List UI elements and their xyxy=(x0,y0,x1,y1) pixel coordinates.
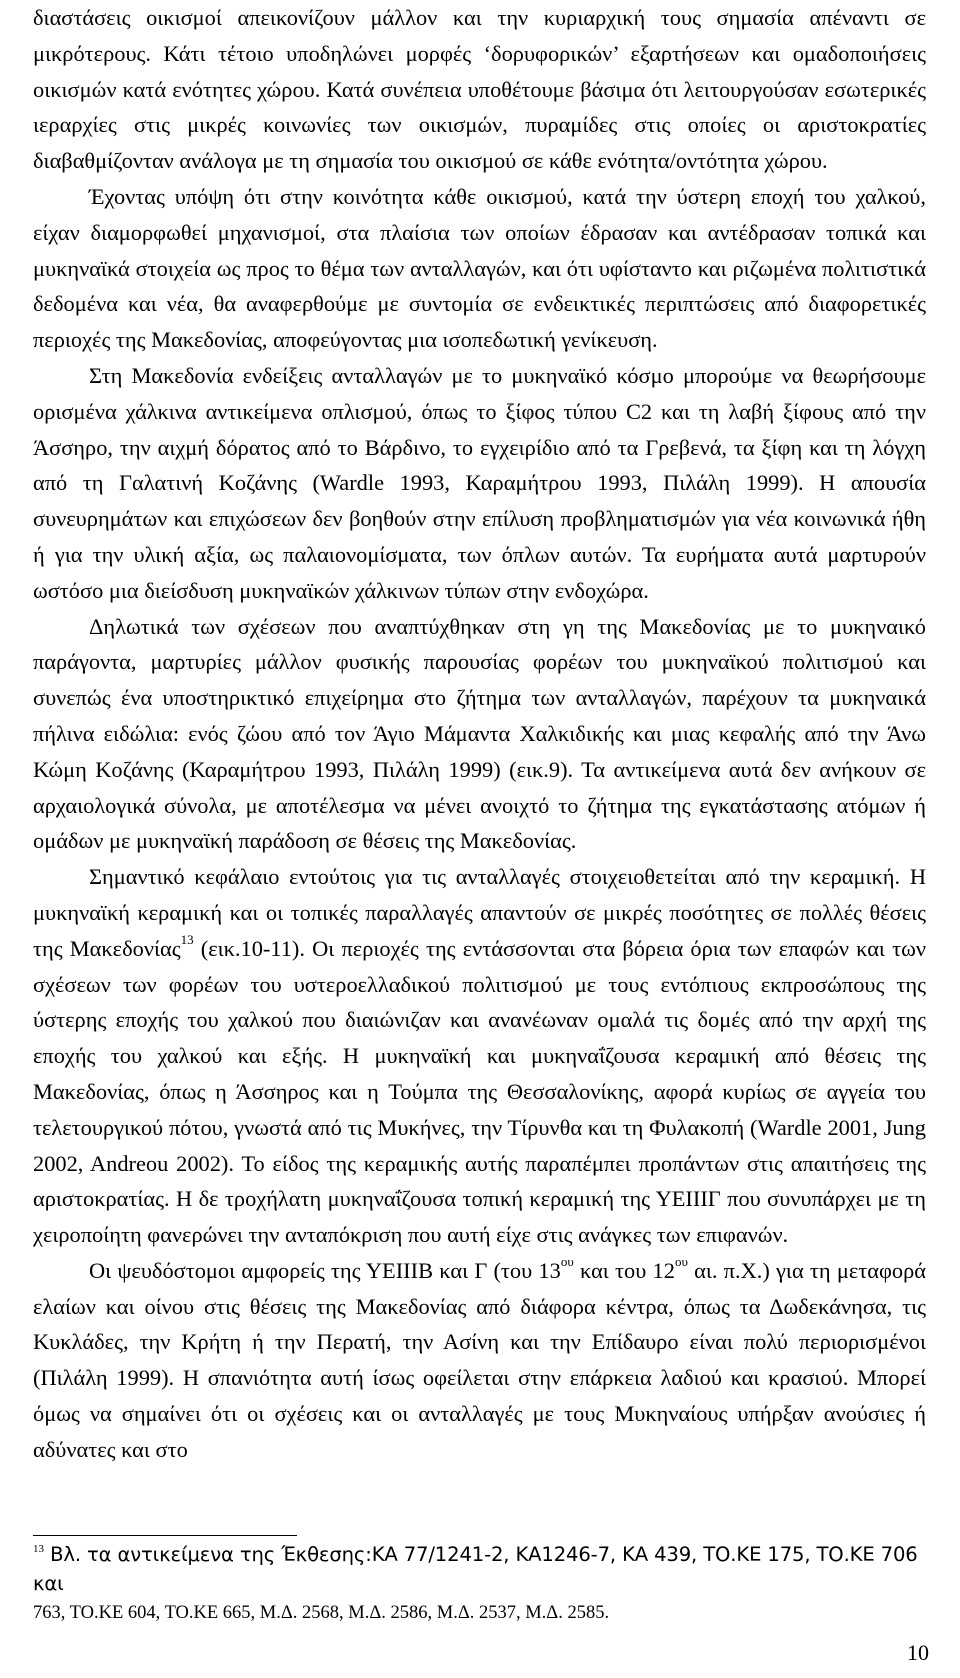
paragraph-stirrup-jars-text-c: αι. π.Χ.) για τη μεταφορά ελαίων και οίνου στις θέσεις της Μακεδονίας από διάφορα κέντρα, όπως τα Δωδεκάνησα, τις Κυκλάδες, την Κρήτη ή την Περατή, την Ασίνη και την Επίδαυρο είναι πολύ περιορισμένοι (Πιλάλη 1999). Η σπανιότητα αυτή ίσως οφείλεται στην επάρκεια λαδιού και κρασιού. Μπορεί όμως να σημαίνει ότι οι σχέσεις και οι ανταλλαγές με τους Μυκηναίους υπήρξαν ανούσιες ή αδύνατες και στο xyxy=(33,1257,926,1462)
footnote-number: 13 xyxy=(33,1542,44,1555)
paragraph-clay-figurines: Δηλωτικά των σχέσεων που αναπτύχθηκαν στη γη της Μακεδονίας με το μυκηναικό παράγοντα, μαρτυρίες μάλλον φυσικής παρουσίας φορέων του μυκηναϊκού πολιτισμού και συνεπώς ένα υποστηρικτικό επιχείρημα στο ζήτημα των ανταλλαγών, παρέχουν τα μυκηναικά πήλινα ειδώλια: ενός ζώου από τον Άγιο Μάμαντα Χαλκιδικής και μιας κεφαλής από την Άνω Κώμη Κοζάνης (Καραμήτρου 1993, Πιλάλη 1999) (εικ.9). Τα αντικείμενα αυτά δεν ανήκουν σε αρχαιολογικά σύνολα, με αποτέλεσμα να μένει ανοιχτό το ζήτημα της εγκατάστασης ατόμων ή ομάδων με μυκηναϊκή παράδοση σε θέσεις της Μακεδονίας. xyxy=(33,613,926,854)
paragraph-exchange-mechanisms: Έχοντας υπόψη ότι στην κοινότητα κάθε οικισμού, κατά την ύστερη εποχή του χαλκού, είχαν διαμορφωθεί μηχανισμοί, στα πλαίσια των οποίων έδρασαν και αντέδρασαν τοπικά και μυκηναϊκά στοιχεία ως προς το θέμα των ανταλλαγών, και ότι υφίσταντο και ριζωμένα πολιτιστικά δεδομένα και νέα, θα αναφερθούμε με συντομία σε ενδεικτικές περιπτώσεις από διαφορετικές περιοχές της Μακεδονίας, αποφεύγοντας μια ισοπεδωτική γενίκευση. xyxy=(33,183,926,353)
page-number: 10 xyxy=(907,1640,929,1665)
paragraph-bronze-weapons: Στη Μακεδονία ενδείξεις ανταλλαγών με το μυκηναϊκό κόσμο μπορούμε να θεωρήσουμε ορισμένα χάλκινα αντικείμενα οπλισμού, όπως το ξίφος τύπου C2 και τη λαβή ξίφους από την Άσσηρο, την αιχμή δόρατος από το Βάρδινο, το εγχειρίδιο από τα Γρεβενά, τα ξίφη και τη λόγχη από τη Γαλατινή Κοζάνης (Wardle 1993, Καραμήτρου 1993, Πιλάλη 1999). Η απουσία συνευρημάτων και επιχώσεων δεν βοηθούν στην επίλυση προβληματισμών για νέα κοινωνικά ήθη ή για την υλική αξία, ως παλαιονομίσματα, των όπλων αυτών. Τα ευρήματα αυτά μαρτυρούν ωστόσο μια διείσδυση μυκηναϊκών χάλκινων τύπων στην ενδοχώρα. xyxy=(33,362,926,603)
paragraph-pottery-text-a: Σημαντικό κεφάλαιο εντούτοις για τις ανταλλαγές στοιχειοθετείται από την κεραμική. Η μυκηναϊκή κεραμική και οι τοπικές παραλλαγές απαντούν σε μικρές ποσότητες σε πολλές θέσεις της Μακεδονίας xyxy=(33,864,926,961)
footnote xyxy=(33,1541,926,1627)
footnote-reference: 13 xyxy=(180,932,194,948)
footnote-text-second-line: 763, ΤΟ.ΚΕ 604, ΤΟ.ΚΕ 665, Μ.Δ. 2568, Μ.Δ. 2586, Μ.Δ. 2537, Μ.Δ. 2585. xyxy=(33,1603,610,1623)
paragraph-stirrup-jars-text-b: και του 12 xyxy=(573,1257,675,1283)
paragraph-stirrup-jars-text-a: Οι ψευδόστομοι αμφορείς της ΥΕΙΙΙΒ και Γ (του 13 xyxy=(89,1257,561,1283)
footnote-separator xyxy=(33,1535,297,1536)
ordinal-superscript: ου xyxy=(560,1254,574,1270)
paragraph-continuation: διαστάσεις οικισμοί απεικονίζουν μάλλον και την κυριαρχική τους σημασία απέναντι σε μικρότερους. Κάτι τέτοιο υποδηλώνει μορφές ‘δορυφορικών’ εξαρτήσεων και ομαδοποιήσεις οικισμών κατά ενότητες χώρου. Κατά συνέπεια υποθέτουμε βάσιμα ότι λειτουργούσαν εσωτερικές ιεραρχίες στις μικρές κοινωνίες των οικισμών, πυραμίδες στις οποίες οι αριστοκρατίες διαβαθμίζονταν ανάλογα με τη σημασία του οικισμού σε κάθε ενότητα/οντότητα χώρου. xyxy=(33,5,926,174)
ordinal-superscript: ου xyxy=(674,1254,688,1270)
paragraph-stirrup-jars xyxy=(33,1253,926,1468)
paragraph-pottery xyxy=(33,859,926,1253)
footnote-text-first-line: Βλ. τα αντικείμενα της Έκθεσης:ΚΑ 77/1241-2, ΚΑ1246-7, ΚΑ 439, ΤΟ.ΚΕ 175, ΤΟ.ΚΕ 706 και xyxy=(33,1543,918,1595)
document-page xyxy=(33,0,926,1468)
paragraph-pottery-text-b: (εικ.10-11). Οι περιοχές της εντάσσονται στα βόρεια όρια των επαφών και των σχέσεων των φορέων του υστεροελλαδικού πολιτισμού με τους εντόπιους εκπροσώπους της ύστερης εποχής του χαλκού που διαιώνιζαν και ανανέωναν ομαλά τις δομές από την αρχή της εποχής του χαλκού και εξής. Η μυκηναϊκή και μυκηναΐζουσα κεραμική από θέσεις της Μακεδονίας, όπως η Άσσηρος και η Τούμπα της Θεσσαλονίκης, αφορά κυρίως σε αγγεία του τελετουργικού πότου, γνωστά από τις Μυκήνες, την Τίρυνθα και τη Φυλακοπή (Wardle 2001, Jung 2002, Andreou 2002). Το είδος της κεραμικής αυτής παραπέμπει προπάντων στις απαιτήσεις της αριστοκρατίας. Η δε τροχήλατη μυκηναΐζουσα τοπική κεραμική της ΥΕΙΙΙΓ που συνυπάρχει με τη χειροποίητη φανερώνει την ανταπόκριση που αυτή είχε στις ανάγκες των επιφανών. xyxy=(33,935,926,1248)
